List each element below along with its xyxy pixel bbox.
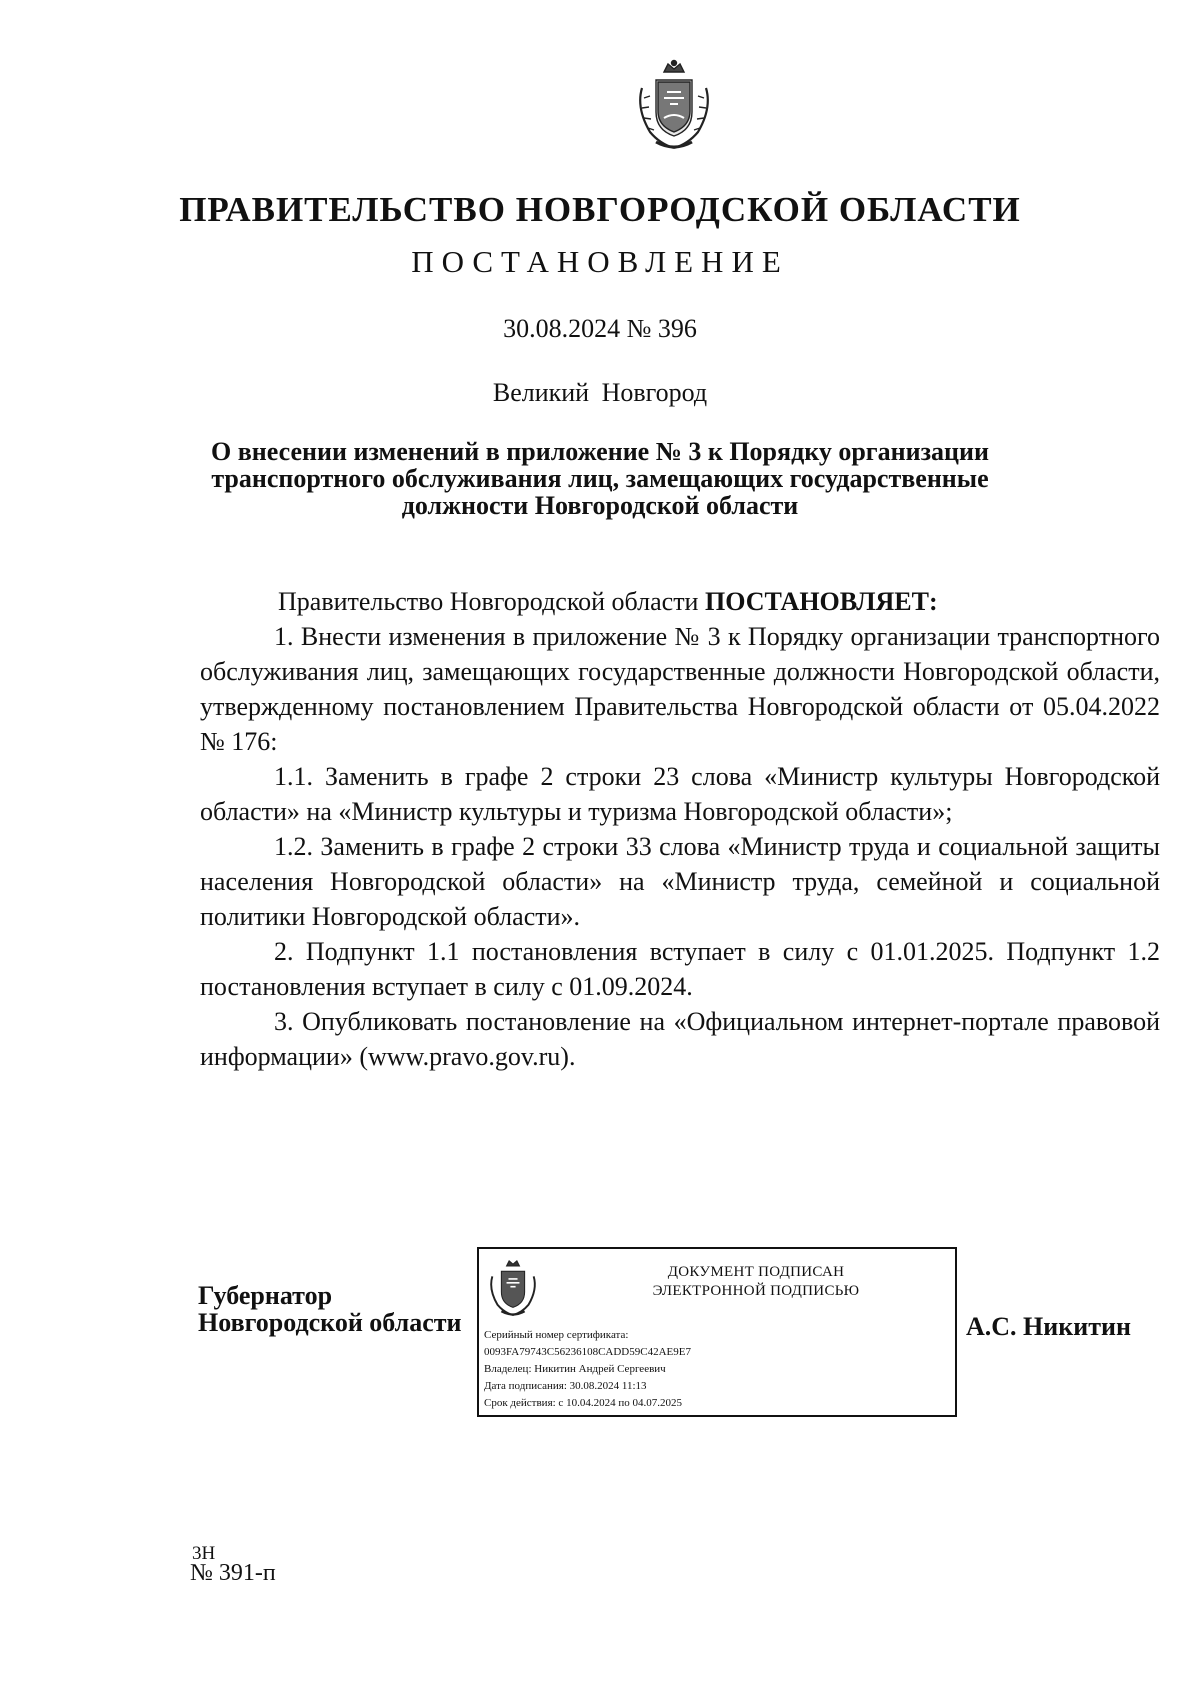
validity-period: Срок действия: с 10.04.2024 по 04.07.2025: [484, 1397, 682, 1409]
resolution-lead: [200, 584, 1160, 619]
document-subject: [200, 438, 1000, 519]
doc-type: ПОСТАНОВЛЕНИЕ: [411, 244, 789, 279]
stamp-title-line: ЭЛЕКТРОННОЙ ПОДПИСЬЮ: [652, 1283, 860, 1299]
position-line: Новгородской области: [198, 1308, 462, 1337]
lead-keyword: ПОСТАНОВЛЯЕТ:: [704, 587, 938, 616]
serial-label: Серийный номер сертификата:: [484, 1329, 629, 1341]
stamp-title: [561, 1263, 951, 1301]
subject-line: должности Новгородской области: [401, 491, 799, 520]
subject-line: О внесении изменений в приложение № 3 к Порядку организации: [211, 437, 989, 466]
footer-code: 3Н: [192, 1543, 216, 1564]
paragraph-1: 1. Внести изменения в приложение № 3 к Порядку организации транспортного обслуживания лиц, замещающих государственные должности Новгородской области, утвержденному постановлением Правительства Новгородской области от 05.04.2022 № 176:: [200, 622, 1160, 756]
position-line: Губернатор: [198, 1281, 333, 1310]
subject-line: транспортного обслуживания лиц, замещающих государственные: [211, 464, 989, 493]
paragraph-1-1: 1.1. Заменить в графе 2 строки 23 слова «Министр культуры Новгородской области» на «Министр культуры и туризма Новгородской области»;: [200, 762, 1160, 826]
signatory-name: А.С. Никитин: [966, 1312, 1131, 1341]
stamp-details: [484, 1327, 954, 1412]
signed-date: Дата подписания: 30.08.2024 11:13: [484, 1380, 647, 1392]
doc-date-number: 30.08.2024 № 396: [503, 314, 697, 343]
org-title: ПРАВИТЕЛЬСТВО НОВГОРОДСКОЙ ОБЛАСТИ: [179, 190, 1021, 229]
electronic-signature-stamp: [477, 1247, 957, 1417]
lead-text: Правительство Новгородской области: [278, 587, 705, 616]
document-body: [200, 584, 1160, 1074]
paragraph-2: 2. Подпункт 1.1 постановления вступает в силу с 01.01.2025. Подпункт 1.2 постановления вступает в силу с 01.09.2024.: [200, 937, 1160, 1001]
coat-of-arms-icon: [634, 58, 714, 154]
owner: Владелец: Никитин Андрей Сергеевич: [484, 1363, 666, 1375]
registration-number: № 391-п: [190, 1560, 276, 1586]
paragraph-1-2: 1.2. Заменить в графе 2 строки 33 слова «Министр труда и социальной защиты населения Новгородской области» на «Министр труда, семейной и социальной политики Новгородской области».: [200, 832, 1160, 931]
signatory-position: [198, 1282, 462, 1336]
stamp-title-line: ДОКУМЕНТ ПОДПИСАН: [667, 1264, 845, 1280]
paragraph-3: 3. Опубликовать постановление на «Официальном интернет-портале правовой информации» (www.pravo.gov.ru).: [200, 1007, 1160, 1071]
serial-value: 0093FA79743C56236108CADD59C42AE9E7: [484, 1346, 691, 1358]
coat-of-arms-icon: [487, 1257, 539, 1319]
doc-place: Великий Новгород: [492, 378, 708, 407]
